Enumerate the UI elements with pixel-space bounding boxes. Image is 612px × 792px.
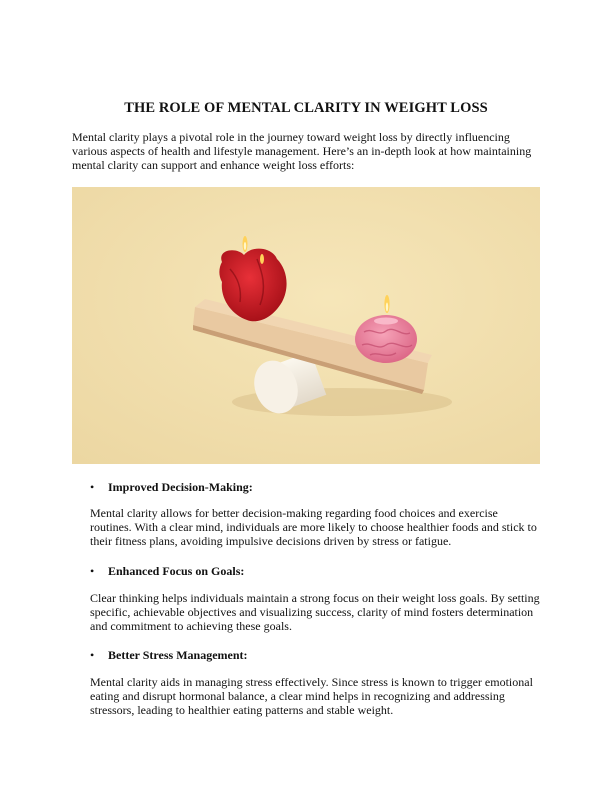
section-body-stress-management: Mental clarity aids in managing stress effectively. Since stress is known to trigger emotional eating and disrupt hormonal balance, a clear mind helps in recognizing and addressing stressors, leading to healthier eating patterns and stable weight. [90,675,533,717]
section-heading-stress-management [90,648,530,662]
bullet-icon: • [90,564,95,578]
section-body-decision-making: Mental clarity allows for better decision-making regarding food choices and exercise routines. With a clear mind, individuals are more likely to choose healthier foods and stick to their fitness plans, avoiding impulsive decisions driven by stress or fatigue. [90,506,537,548]
section-body-focus-on-goals: Clear thinking helps individuals maintain a strong focus on their weight loss goals. By setting specific, achievable objectives and visualizing success, clarity of mind fosters determination and commitment to achieving these goals. [90,591,540,633]
section-heading-focus-on-goals [90,564,530,578]
section-heading-text: Improved Decision-Making: [108,480,253,494]
bullet-icon: • [90,480,95,494]
heart-brain-balance-image [72,187,540,464]
section-heading-text: Better Stress Management: [108,648,248,662]
page-title: THE ROLE OF MENTAL CLARITY IN WEIGHT LOSS [124,100,488,116]
section-heading-text: Enhanced Focus on Goals: [108,564,245,578]
bullet-icon: • [90,648,95,662]
section-heading-decision-making [90,480,530,494]
intro-paragraph: Mental clarity plays a pivotal role in the journey toward weight loss by directly influencing various aspects of health and lifestyle management. Here’s an in-depth look at how maintaining mental clarity can support and enhance weight loss efforts: [72,130,532,172]
